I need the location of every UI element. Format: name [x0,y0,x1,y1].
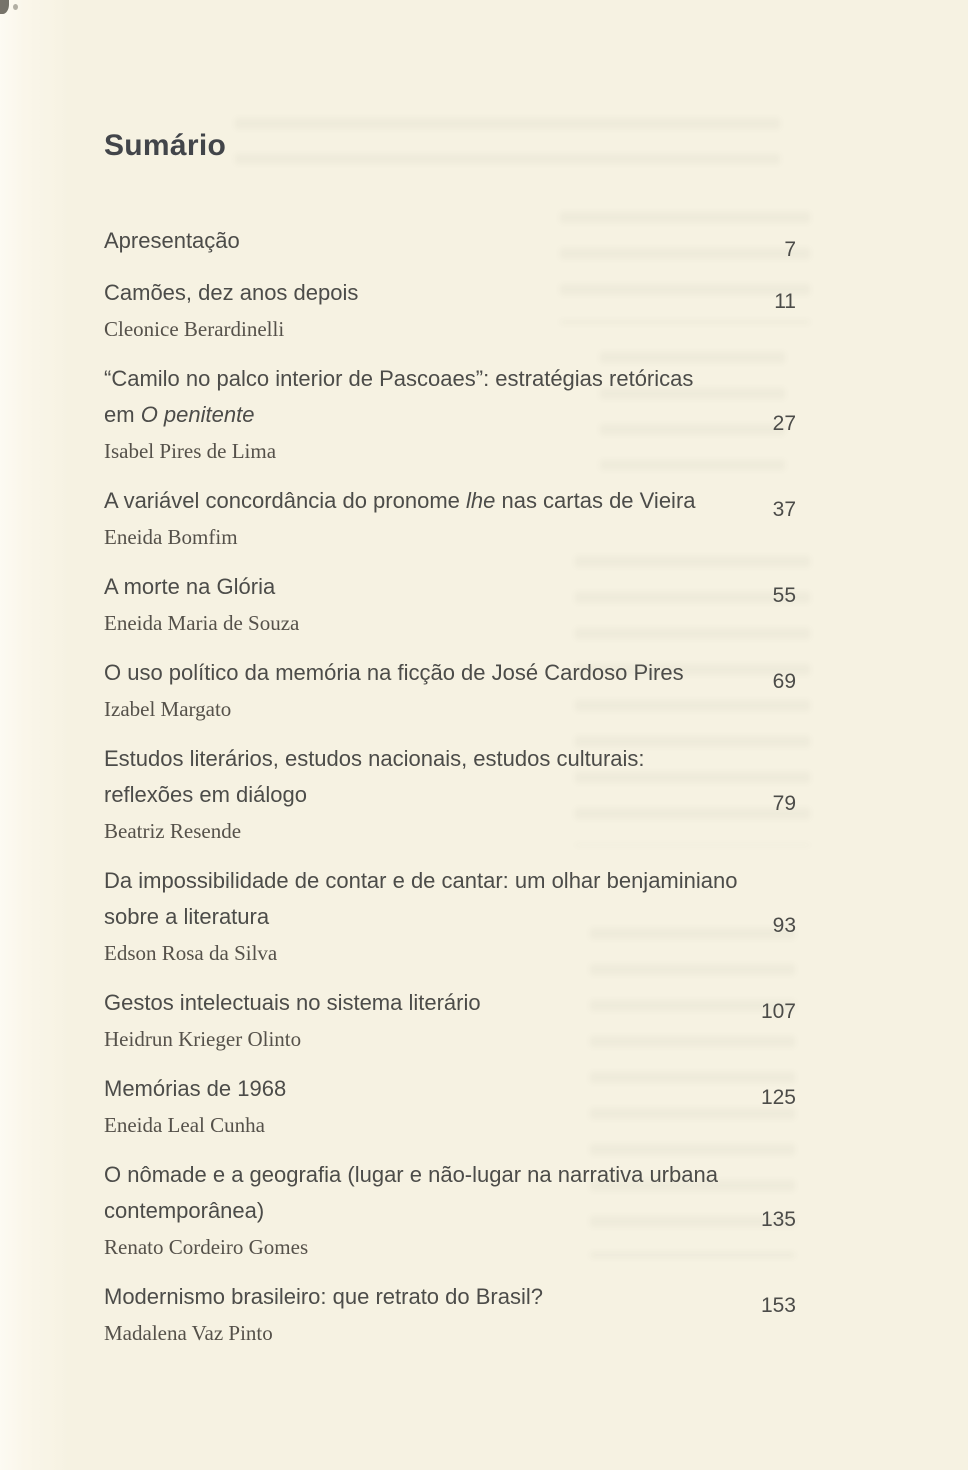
toc-entry [104,361,796,467]
entry-page-number: 93 [772,914,796,937]
entry-page-number: 7 [784,238,796,261]
page-title: Sumário [104,129,227,162]
entry-author: Isabel Pires de Lima [104,439,277,463]
entry-title-line: “Camilo no palco interior de Pascoaes”: estratégias retóricas [104,366,694,391]
entry-title-line: O nômade e a geografia (lugar e não-lugar na narrativa urbana [104,1162,718,1187]
toc-entry [104,569,796,639]
entry-page-number: 11 [774,290,796,313]
toc-list [104,223,796,1349]
toc-entry-row [104,1071,796,1107]
entry-author: Beatriz Resende [104,819,242,843]
entry-page-number: 135 [760,1208,796,1231]
toc-entry-row [104,1157,796,1229]
entry-title [104,655,684,691]
entry-title-line: Camões, dez anos depois [104,280,359,305]
entry-title [104,223,240,259]
toc-entry-row [104,569,796,605]
toc-entry-row [104,655,796,691]
entry-author: Izabel Margato [104,697,232,721]
entry-title [104,1279,543,1315]
entry-title [104,483,696,519]
entry-title-line: sobre a literatura [104,904,270,929]
entry-title [104,361,693,433]
toc-entry [104,483,796,553]
entry-title-line: contemporânea) [104,1198,265,1223]
toc-entry-row [104,863,796,935]
entry-page-number: 37 [772,498,796,521]
entry-title-line: A variável concordância do pronome lhe nas cartas de Vieira [104,488,696,513]
toc-entry-row [104,275,796,311]
entry-author: Madalena Vaz Pinto [104,1321,273,1345]
entry-title [104,1071,286,1107]
toc-entry-row [104,223,796,259]
toc-entry-row [104,985,796,1021]
entry-title [104,1157,718,1229]
entry-author: Heidrun Krieger Olinto [104,1027,302,1051]
toc-entry [104,275,796,345]
entry-title [104,741,645,813]
entry-title-line: A morte na Glória [104,574,276,599]
toc-entry [104,1071,796,1141]
entry-title [104,275,358,311]
entry-page-number: 107 [760,1000,796,1023]
toc-entry-row [104,1279,796,1315]
toc-entry [104,863,796,969]
entry-author: Edson Rosa da Silva [104,941,278,965]
entry-title [104,985,481,1021]
entry-page-number: 69 [772,670,796,693]
entry-author: Eneida Leal Cunha [104,1113,265,1137]
toc-entry [104,223,796,259]
entry-page-number: 55 [772,584,796,607]
entry-title [104,569,275,605]
toc-entry [104,1279,796,1349]
entry-page-number: 125 [760,1086,796,1109]
entry-author: Eneida Bomfim [104,525,238,549]
toc-entry [104,985,796,1055]
entry-page-number: 153 [760,1294,796,1317]
toc-entry [104,741,796,847]
entry-title-line: Gestos intelectuais no sistema literário [104,990,481,1015]
toc-entry-row [104,741,796,813]
entry-author: Cleonice Berardinelli [104,317,285,341]
entry-title-line: Da impossibilidade de contar e de cantar: um olhar benjaminiano [104,868,738,893]
entry-author: Renato Cordeiro Gomes [104,1235,309,1259]
toc-entry-row [104,361,796,433]
toc-entry-row [104,483,796,519]
entry-title-line: Apresentação [104,228,240,253]
entry-page-number: 79 [772,792,796,815]
entry-title-line: Memórias de 1968 [104,1076,287,1101]
toc-entry [104,1157,796,1263]
entry-title-line: em O penitente [104,402,255,427]
toc-entry [104,655,796,725]
entry-title-line: Modernismo brasileiro: que retrato do Brasil? [104,1284,543,1309]
entry-title-line: reflexões em diálogo [104,782,308,807]
entry-title-line: O uso político da memória na ficção de José Cardoso Pires [104,660,684,685]
entry-page-number: 27 [772,412,796,435]
entry-author: Eneida Maria de Souza [104,611,300,635]
entry-title-line: Estudos literários, estudos nacionais, estudos culturais: [104,746,645,771]
entry-title [104,863,737,935]
